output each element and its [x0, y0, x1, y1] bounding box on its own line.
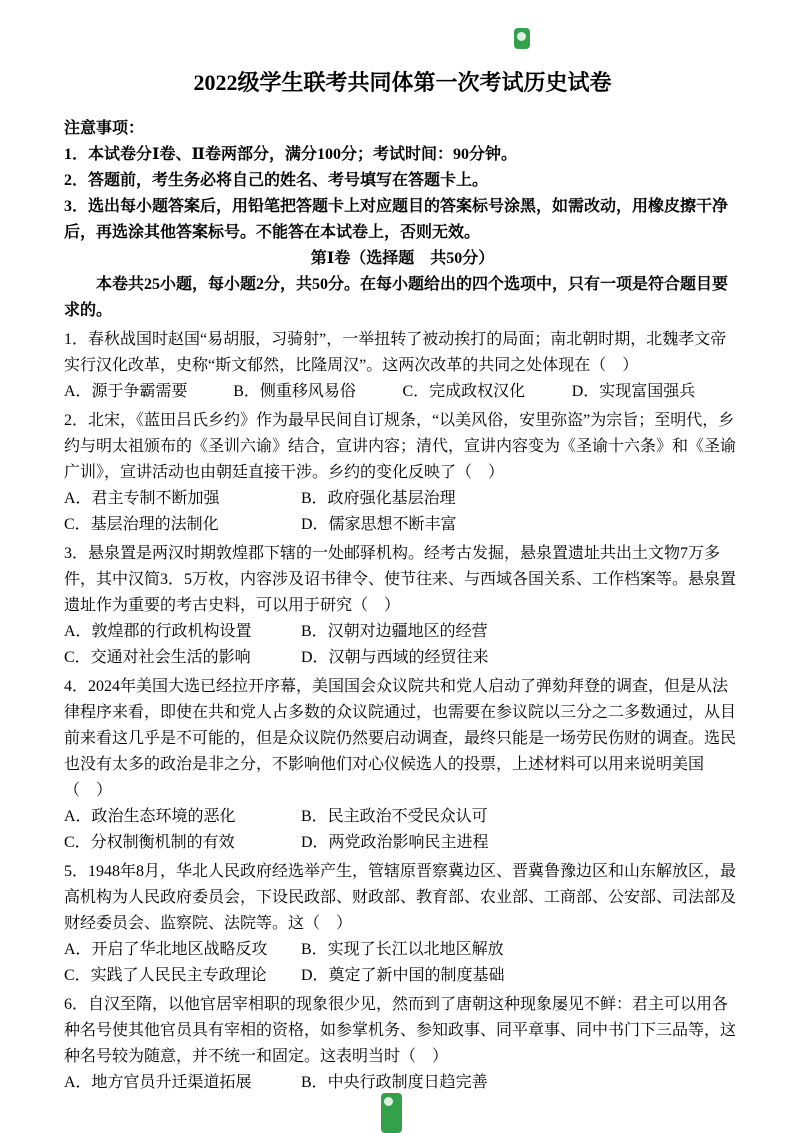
question-4-options-row-2	[64, 830, 741, 856]
question-1-options-row-1	[64, 379, 741, 405]
question-1-option-b: B．侧重移风易俗	[233, 383, 356, 400]
question-5-option-b: B．实现了长江以北地区解放	[301, 941, 504, 958]
page-title: 2022级学生联考共同体第一次考试历史试卷	[193, 70, 612, 95]
question-1	[64, 327, 741, 405]
notice-item-2: 2．答题前，考生务必将自己的姓名、考号填写在答题卡上。	[64, 172, 489, 189]
question-2	[64, 408, 741, 538]
question-5-options-row-2	[64, 963, 741, 989]
question-5-option-a: A．开启了华北地区战略反攻	[64, 941, 268, 958]
question-4-option-b: B．民主政治不受民众认可	[301, 808, 488, 825]
question-3-options-row-1	[64, 619, 741, 645]
watermark-logo-detail	[384, 1097, 393, 1106]
question-3-option-a: A．敦煌郡的行政机构设置	[64, 623, 252, 640]
notice-block	[64, 116, 741, 246]
question-4-option-d: D．两党政治影响民主进程	[301, 834, 489, 851]
question-5	[64, 859, 741, 989]
question-5-stem: 5．1948年8月，华北人民政府经选举产生，管辖原晋察冀边区、晋冀鲁豫边区和山东解放区，最高机构为人民政府委员会，下设民政部、财政部、教育部、农业部、工商部、公安部、司法部及财经委员会、监察院、法院等。这（ ）	[64, 863, 737, 932]
notice-heading: 注意事项：	[64, 120, 145, 137]
question-2-stem: 2．北宋，《蓝田吕氏乡约》作为最早民间自订规条，“以美风俗，安里弥盗”为宗旨；至明代，乡约与明太祖颁布的《圣训六谕》结合，宣讲内容；清代，宣讲内容变为《圣谕十六条》和《圣谕广训》，宣讲活动也由朝廷直接干涉。乡约的变化反映了（ ）	[64, 412, 737, 481]
question-1-option-c: C．完成政权汉化	[402, 383, 526, 400]
question-6-options-row-1	[64, 1070, 741, 1096]
question-4-option-c: C．分权制衡机制的有效	[64, 834, 235, 851]
question-2-option-d: D．儒家思想不断丰富	[301, 516, 457, 533]
question-2-option-b: B．政府强化基层治理	[301, 490, 456, 507]
question-6	[64, 992, 741, 1096]
question-2-options-row-1	[64, 486, 741, 512]
question-3-options-row-2	[64, 645, 741, 671]
section-intro: 本卷共25小题，每小题2分，共50分。在每小题给出的四个选项中，只有一项是符合题目要求的。	[64, 276, 729, 319]
section-heading: 第Ⅰ卷（选择题 共50分）	[310, 250, 495, 267]
question-1-option-d: D．实现富国强兵	[571, 383, 696, 400]
watermark-logo-detail	[517, 32, 526, 41]
question-5-options-row-1	[64, 937, 741, 963]
question-6-option-a: A．地方官员升迁渠道拓展	[64, 1074, 252, 1091]
question-4-options-row-1	[64, 804, 741, 830]
question-3-option-b: B．汉朝对边疆地区的经营	[301, 623, 488, 640]
question-4-option-a: A．政治生态环境的恶化	[64, 808, 236, 825]
question-2-option-a: A．君主专制不断加强	[64, 490, 220, 507]
question-3	[64, 541, 741, 671]
question-1-option-a: A．源于争霸需要	[64, 383, 188, 400]
question-6-option-b: B．中央行政制度日趋完善	[301, 1074, 488, 1091]
question-2-options-row-2	[64, 512, 741, 538]
question-1-stem: 1．春秋战国时赵国“易胡服，习骑射”，一举扭转了被动挨打的局面；南北朝时期，北魏孝文帝实行汉化改革，史称“斯文郁然，比隆周汉”。这两次改革的共同之处体现在（ ）	[64, 331, 727, 374]
watermark-logo-bottom	[381, 1093, 402, 1133]
watermark-logo-top	[514, 28, 530, 49]
question-5-option-d: D．奠定了新中国的制度基础	[301, 967, 505, 984]
notice-item-1: 1．本试卷分Ⅰ卷、Ⅱ卷两部分，满分100分；考试时间：90分钟。	[64, 146, 517, 163]
question-3-option-c: C．交通对社会生活的影响	[64, 649, 251, 666]
question-3-option-d: D．汉朝与西域的经贸往来	[301, 649, 489, 666]
notice-item-3: 3．选出每小题答案后，用铅笔把答题卡上对应题目的答案标号涂黑，如需改动，用橡皮擦干净后，再选涂其他答案标号。不能答在本试卷上，否则无效。	[64, 198, 729, 241]
question-4-stem: 4．2024年美国大选已经拉开序幕，美国国会众议院共和党人启动了弹劾拜登的调查，但是从法律程序来看，即使在共和党人占多数的众议院通过，也需要在参议院以三分之二多数通过，从目前来看这几乎是不可能的，但是众议院仍然要启动调查，最终只能是一场劳民伤财的调查。选民也没有太多的政治是非之分，不影响他们对心仪候选人的投票，上述材料可以用来说明美国（ ）	[64, 678, 737, 799]
question-5-option-c: C．实践了人民民主专政理论	[64, 967, 267, 984]
question-2-option-c: C．基层治理的法制化	[64, 516, 219, 533]
question-3-stem: 3．悬泉置是两汉时期敦煌郡下辖的一处邮驿机构。经考古发掘，悬泉置遗址共出土文物7万多件，其中汉简3．5万枚，内容涉及诏书律令、使节往来、与西域各国关系、工作档案等。悬泉置遗址作为重要的考古史料，可以用于研究（ ）	[64, 545, 737, 614]
question-4	[64, 674, 741, 856]
question-6-stem: 6．自汉至隋，以他官居宰相职的现象很少见，然而到了唐朝这种现象屡见不鲜：君主可以用各种名号使其他官员具有宰相的资格，如参掌机务、参知政事、同平章事、同中书门下三品等，这种名号较为随意，并不统一和固定。这表明当时（ ）	[64, 996, 737, 1065]
